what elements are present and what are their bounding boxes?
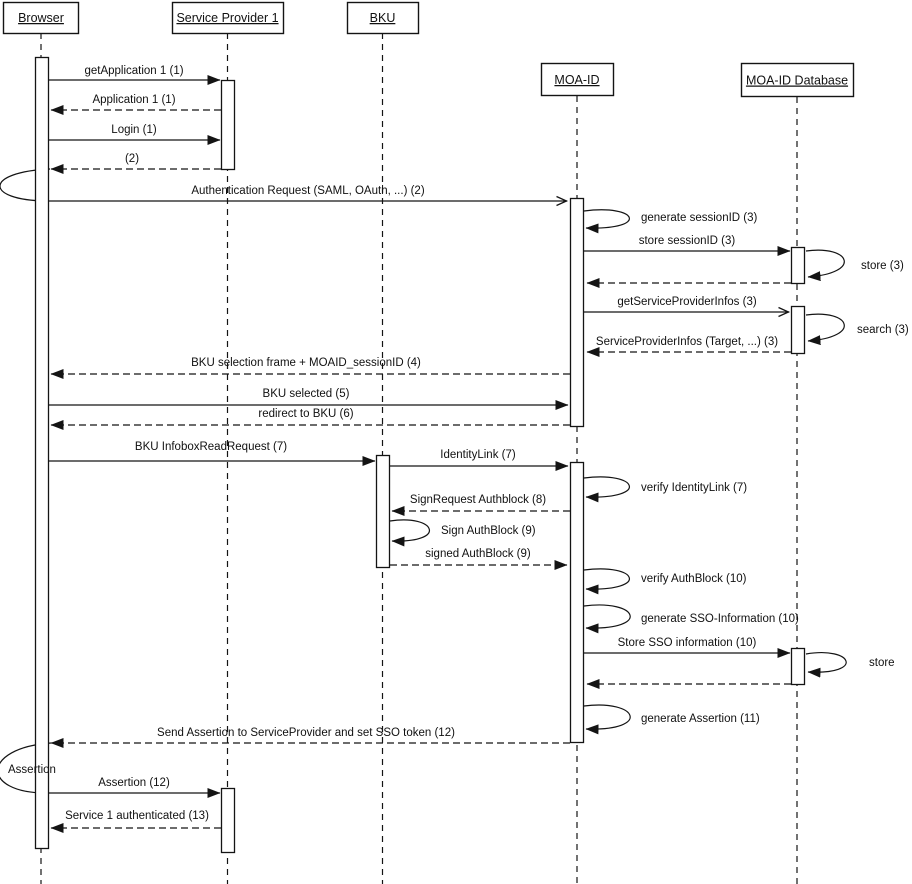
loop-label-assertion-arc: Assertion xyxy=(8,764,56,776)
self-loop-generate-sso-information xyxy=(584,605,630,628)
lifelines xyxy=(41,33,797,884)
activation-database-store-session xyxy=(792,248,805,284)
message-label-store-sessionid: store sessionID (3) xyxy=(638,235,736,247)
message-label-authentication-request: Authentication Request (SAML, OAuth, ...) (2) xyxy=(191,185,425,197)
message-label-service-provider-infos: ServiceProviderInfos (Target, ...) (3) xyxy=(595,336,779,348)
activation-database-store-sso xyxy=(792,649,805,685)
loop-label-generate-assertion: generate Assertion (11) xyxy=(641,713,760,725)
activation-database-search xyxy=(792,307,805,354)
loop-label-generate-sessionid: generate sessionID (3) xyxy=(641,212,758,224)
self-loop-store-sso xyxy=(806,653,846,673)
message-label-return-2: (2) xyxy=(124,153,140,165)
messages xyxy=(8,65,909,828)
message-label-signed-authblock: signed AuthBlock (9) xyxy=(425,548,531,560)
activation-moa-id-second xyxy=(571,463,584,743)
message-label-signrequest-authblock: SignRequest Authblock (8) xyxy=(409,494,547,506)
self-loop-search xyxy=(806,314,844,341)
self-loop-sign-authblock xyxy=(390,520,429,541)
message-label-redirect-to-bku: redirect to BKU (6) xyxy=(258,408,354,420)
activation-browser xyxy=(36,58,49,849)
loop-label-search: search (3) xyxy=(857,324,909,336)
self-loop-generate-assertion xyxy=(584,705,630,729)
message-label-service-1-authenticated: Service 1 authenticated (13) xyxy=(65,810,209,822)
actor-label-browser: Browser xyxy=(18,11,64,25)
loop-label-verify-identitylink: verify IdentityLink (7) xyxy=(641,482,748,494)
message-label-identitylink: IdentityLink (7) xyxy=(440,449,516,461)
actor-label-moa-id-database: MOA-ID Database xyxy=(745,73,849,88)
loop-label-sign-authblock: Sign AuthBlock (9) xyxy=(441,525,536,537)
loop-label-store-sso: store xyxy=(869,657,895,669)
self-loop-generate-sessionid xyxy=(584,210,629,228)
self-loop-store-3 xyxy=(806,250,844,277)
message-label-send-assertion: Send Assertion to ServiceProvider and set SSO token (12) xyxy=(157,727,455,739)
message-label-bku-selected: BKU selected (5) xyxy=(262,388,350,400)
message-label-bku-selection-frame: BKU selection frame + MOAID_sessionID (4) xyxy=(191,357,421,369)
loop-label-generate-sso-information: generate SSO-Information (10) xyxy=(641,613,799,625)
activation-moa-id-first xyxy=(571,199,584,427)
message-label-bku-infobox-read-request: BKU InfoboxReadRequest (7) xyxy=(134,441,288,453)
message-label-store-sso-information: Store SSO information (10) xyxy=(617,637,757,649)
actor-label-bku: BKU xyxy=(369,11,396,25)
message-label-application: Application 1 (1) xyxy=(92,94,176,106)
activation-service-provider-1-second xyxy=(222,789,235,853)
self-loop-verify-authblock xyxy=(584,569,629,589)
actor-headers xyxy=(4,3,854,97)
loop-label-verify-authblock: verify AuthBlock (10) xyxy=(641,573,747,585)
loop-label-store-3: store (3) xyxy=(861,260,904,272)
message-label-get-service-provider-infos: getServiceProviderInfos (3) xyxy=(617,296,757,308)
activation-service-provider-1-first xyxy=(222,81,235,170)
message-label-getapplication: getApplication 1 (1) xyxy=(84,65,184,77)
activation-bku xyxy=(377,456,390,568)
actor-label-service-provider-1: Service Provider 1 xyxy=(176,11,279,25)
self-loop-verify-identitylink xyxy=(584,477,629,497)
message-label-assertion-12: Assertion (12) xyxy=(98,777,170,789)
actor-label-moa-id: MOA-ID xyxy=(554,73,600,87)
message-label-login: Login (1) xyxy=(111,124,157,136)
